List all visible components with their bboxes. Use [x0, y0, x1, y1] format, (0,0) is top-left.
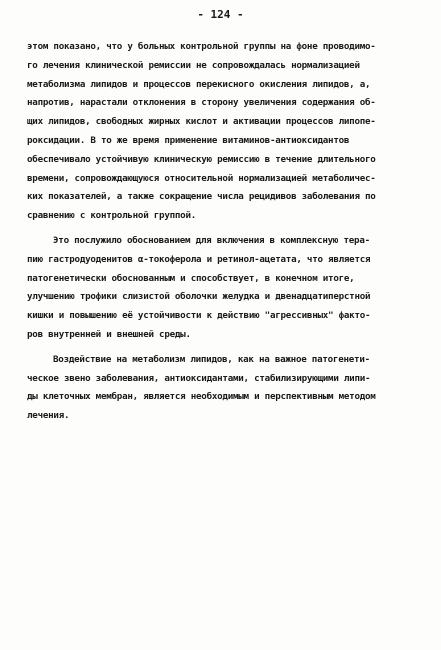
text-line: ких показателей, а также сокращение числа рецидивов заболевания по	[27, 191, 376, 203]
paragraph-2	[27, 232, 419, 345]
text-line: лечения.	[27, 410, 70, 422]
text-line: улучшению трофики слизистой оболочки желудка и двенадцатиперстной	[27, 291, 371, 303]
text-line: щих липидов, свободных жирных кислот и активации процессов липопе-	[27, 116, 376, 128]
page-number: - 124 -	[197, 8, 244, 21]
paragraph-1	[27, 38, 419, 226]
text-line: патогенетически обоснованным и способствует, в конечном итоге,	[27, 272, 355, 284]
text-line: роксидации. В то же время применение витаминов-антиоксидантов	[27, 134, 350, 146]
text-line: метаболизма липидов и процессов перекисного окисления липидов, а,	[27, 78, 371, 90]
body-text	[27, 38, 419, 426]
text-line: пию гастродуоденитов α-токоферола и ретинол-ацетата, что является	[27, 253, 371, 265]
text-line: времени, сопровождающуюся относительной нормализацией метаболичес-	[27, 172, 376, 184]
text-line: го лечения клинической ремиссии не сопровождалась нормализацией	[27, 59, 360, 71]
text-line: обеспечивало устойчивую клиническую ремиссию в течение длительного	[27, 153, 376, 165]
text-line: сравнению с контрольной группой.	[27, 210, 197, 222]
text-line: Воздействие на метаболизм липидов, как на важное патогенети-	[53, 353, 370, 365]
paragraph-3	[27, 351, 419, 426]
text-line: ды клеточных мембран, является необходимым и перспективным методом	[27, 391, 376, 403]
text-line: напротив, нарастали отклонения в сторону увеличения содержания об-	[27, 97, 376, 109]
text-line: ров внутренней и внешней среды.	[27, 328, 191, 340]
text-line: этом показано, что у больных контрольной группы на фоне проводимо-	[27, 41, 376, 52]
text-line: Это послужило обоснованием для включения в комплексную тера-	[53, 234, 370, 246]
text-line: кишки и повышению её устойчивости к действию "агрессивных" факто-	[27, 310, 371, 322]
text-line: ческое звено заболевания, антиоксидантами, стабилизирующими липи-	[27, 372, 371, 384]
